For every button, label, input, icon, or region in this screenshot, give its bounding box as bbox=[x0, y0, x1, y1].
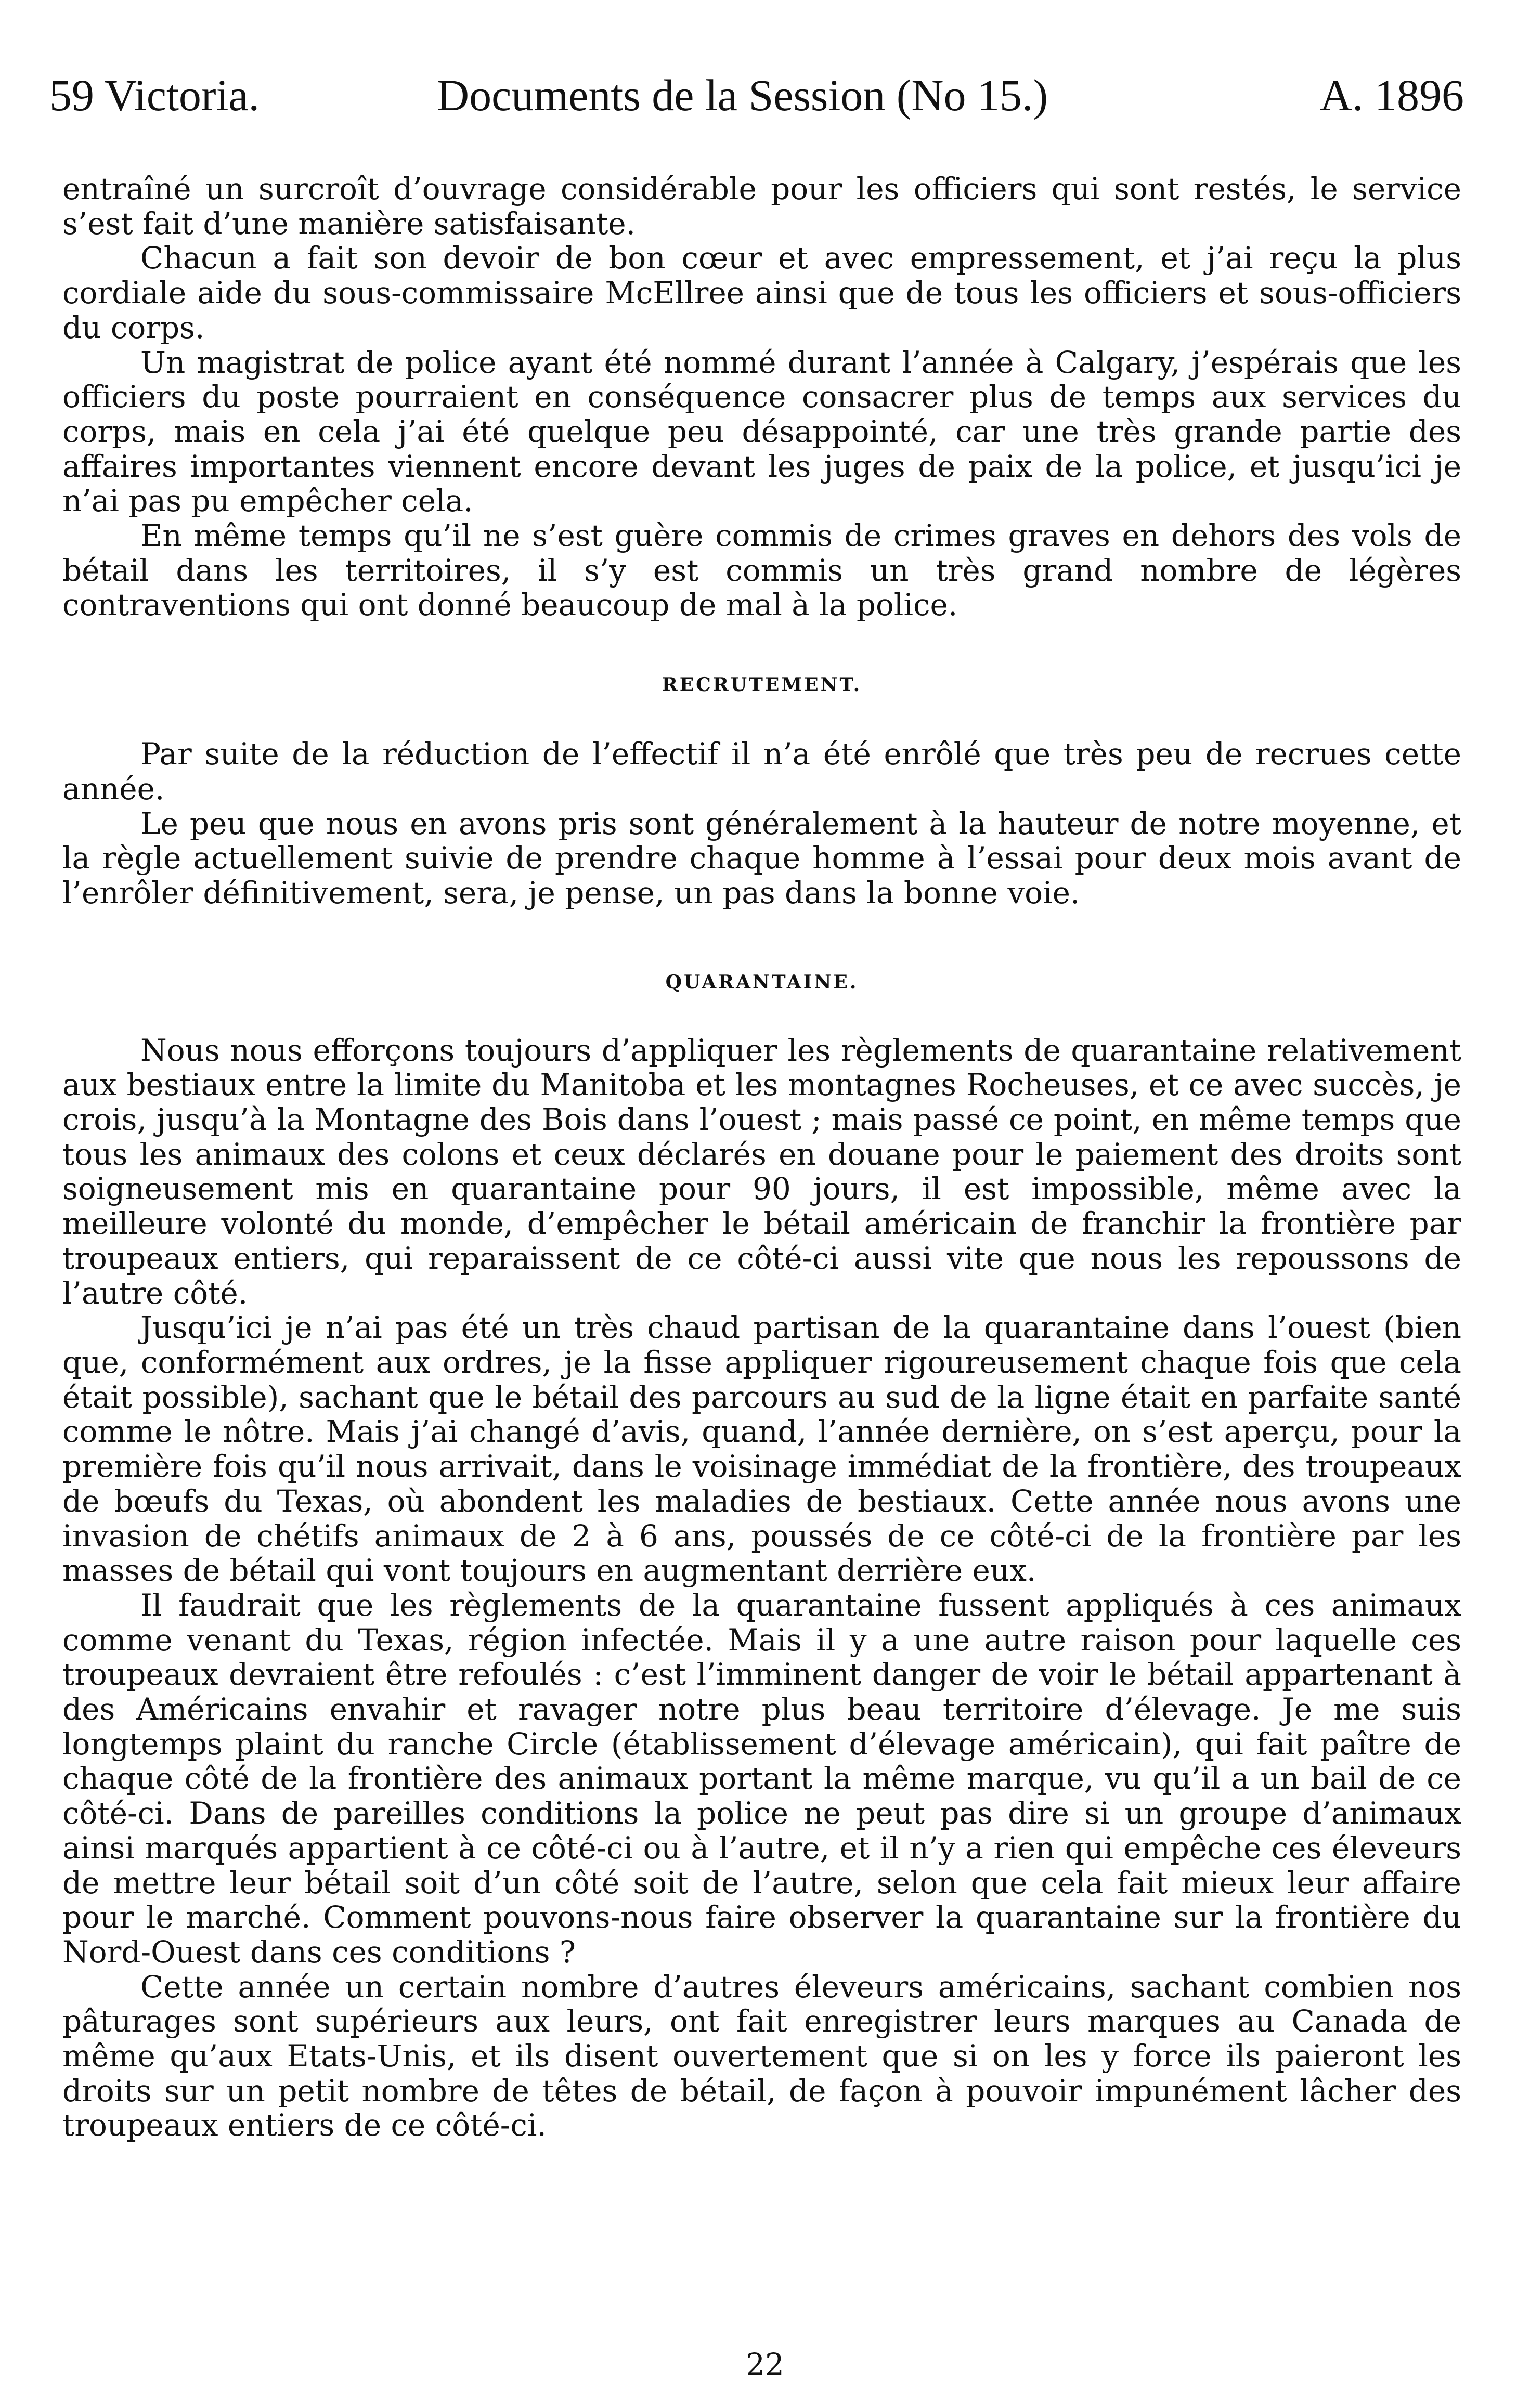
paragraph: Un magistrat de police ayant été nommé durant l’année à Calgary, j’espérais que les officiers du poste pourraient en conséquence consacrer plus de temps aux services du corps, mais en cela j’ai été quelque peu désappointé, car une très grande partie des affaires importantes viennent encore devant les juges de paix de la police, et jusqu’ici je n’ai pas pu empêcher cela. bbox=[62, 344, 1461, 519]
header-year: A. 1896 bbox=[1319, 70, 1464, 120]
paragraph: Nous nous efforçons toujours d’appliquer les règlements de quarantaine relativement aux bestiaux entre la limite du Manitoba et les montagnes Rocheuses, et ce avec succès, je crois, jusqu’à la Montagne des Bois dans l’ouest ; mais passé ce point, en même temps que tous les animaux des colons et ceux déclarés en douane pour le paiement des droits sont soigneusement mis en quarantaine pour 90 jours, il est impossible, même avec la meilleure volonté du monde, d’empêcher le bétail américain de franchir la frontière par troupeaux entiers, qui reparaissent de ce côté-ci aussi vite que nous les repoussons de l’autre côté. bbox=[62, 1032, 1461, 1311]
running-header bbox=[49, 67, 1464, 124]
paragraph: Chacun a fait son devoir de bon cœur et avec empressement, et j’ai reçu la plus cordiale aide du sous-commissaire McEllree ainsi que de tous les officiers et sous-officiers du corps. bbox=[62, 240, 1461, 345]
paragraph: En même temps qu’il ne s’est guère commis de crimes graves en dehors des vols de bétail dans les territoires, il s’y est commis un très grand nombre de légères contraventions qui ont donné beaucoup de mal à la police. bbox=[62, 518, 1461, 623]
section-heading-quarantaine: QUARANTAINE. bbox=[665, 971, 859, 993]
paragraph-continued: entraîné un surcroît d’ouvrage considérable pour les officiers qui sont restés, le service s’est fait d’une manière satisfaisante. bbox=[62, 171, 1461, 241]
paragraph: Cette année un certain nombre d’autres éleveurs américains, sachant combien nos pâturages sont supérieurs aux leurs, ont fait enregistrer leurs marques au Canada de même qu’aux Etats-Unis, et ils disent ouvertement que si on les y force ils paieront les droits sur un petit nombre de têtes de bétail, de façon à pouvoir impunément lâcher des troupeaux entiers de ce côté-ci. bbox=[62, 1969, 1461, 2143]
paragraph: Le peu que nous en avons pris sont généralement à la hauteur de notre moyenne, et la règle actuellement suivie de prendre chaque homme à l’essai pour deux mois avant de l’enrôler définitivement, sera, je pense, un pas dans la bonne voie. bbox=[62, 805, 1461, 910]
page-body bbox=[62, 172, 1461, 2143]
paragraph: Jusqu’ici je n’ai pas été un très chaud partisan de la quarantaine dans l’ouest (bien que, conformément aux ordres, je la fisse appliquer rigoureusement chaque fois que cela était possible), sachant que le bétail des parcours au sud de la ligne était en parfaite santé comme le nôtre. Mais j’ai changé d’avis, quand, l’année dernière, on s’est aperçu, pour la première fois qu’il nous arrivait, dans le voisinage immédiat de la frontière, des troupeaux de bœufs du Texas, où abondent les maladies de bestiaux. Cette année nous avons une invasion de chétifs animaux de 2 à 6 ans, poussés de ce côté-ci de la frontière par les masses de bétail qui vont toujours en augmentant derrière eux. bbox=[62, 1310, 1461, 1589]
section-heading-recrutement: RECRUTEMENT. bbox=[662, 674, 862, 696]
header-regnal-year: 59 Victoria. bbox=[49, 70, 260, 120]
page-number: 22 bbox=[746, 2347, 784, 2382]
header-document-title: Documents de la Session (No 15.) bbox=[437, 70, 1048, 120]
paragraph: Par suite de la réduction de l’effectif il n’a été enrôlé que très peu de recrues cette année. bbox=[62, 736, 1461, 806]
paragraph: Il faudrait que les règlements de la quarantaine fussent appliqués à ces animaux comme venant du Texas, région infectée. Mais il y a une autre raison pour laquelle ces troupeaux devraient être refoulés : c’est l’imminent danger de voir le bétail appartenant à des Américains envahir et ravager notre plus beau territoire d’élevage. Je me suis longtemps plaint du ranche Circle (établissement d’élevage américain), qui fait paître de chaque côté de la frontière des animaux portant la même marque, vu qu’il a un bail de ce côté-ci. Dans de pareilles conditions la police ne peut pas dire si un groupe d’animaux ainsi marqués appartient à ce côté-ci ou à l’autre, et il n’y a rien qui empêche ces éleveurs de mettre leur bétail soit d’un côté soit de l’autre, selon que cela fait mieux leur affaire pour le marché. Comment pouvons-nous faire observer la quarantaine sur la frontière du Nord-Ouest dans ces conditions ? bbox=[62, 1587, 1461, 1970]
